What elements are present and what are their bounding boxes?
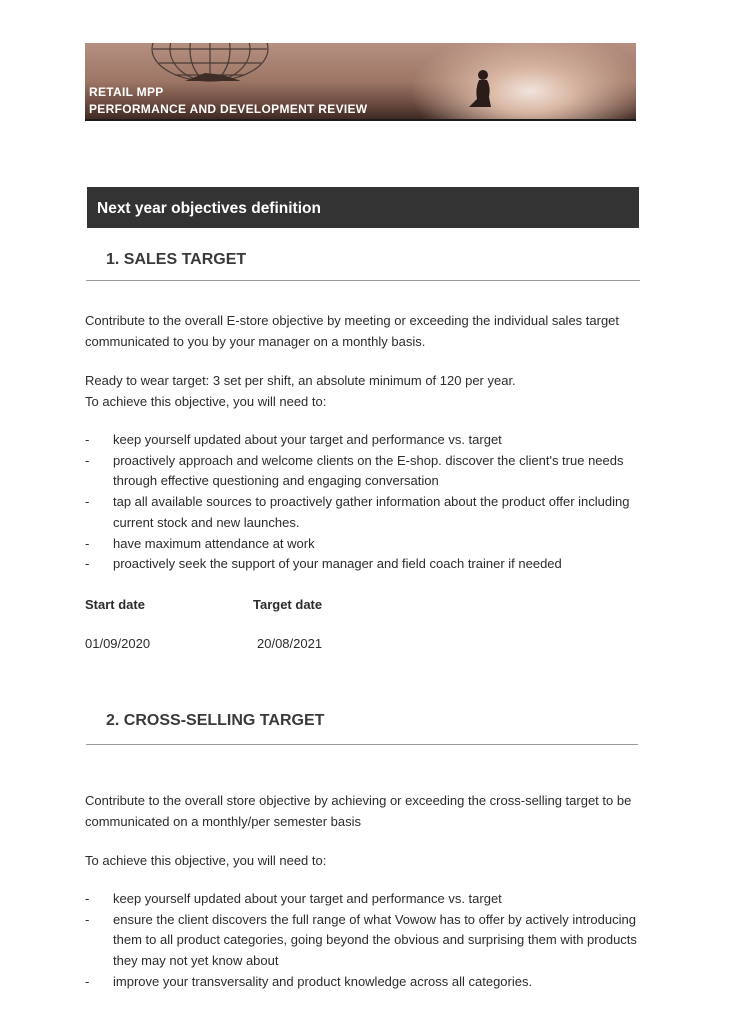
bullet-dash: - <box>85 452 90 468</box>
header-banner <box>85 43 636 121</box>
objective-2-divider <box>86 744 638 745</box>
list-item: - proactively approach and welcome clients on the E-shop. discover the client's true needs through effective questioning and engaging conversation <box>85 452 624 489</box>
objective-2-heading: 2. CROSS-SELLING TARGET <box>106 712 325 729</box>
list-item: - proactively seek the support of your manager and field coach trainer if needed <box>85 554 645 575</box>
objective-1-heading: 1. SALES TARGET <box>106 251 247 268</box>
bullet-dash: - <box>85 891 90 906</box>
list-item: - keep yourself updated about your target and performance vs. target <box>85 430 645 451</box>
list-item: - have maximum attendance at work <box>85 534 645 555</box>
list-item: - improve your transversality and product knowledge across all categories. <box>85 972 645 993</box>
list-item: - ensure the client discovers the full range of what Vowow has to offer by actively introducing them to all product categories, going beyond the obvious and surprising them with products they may not yet know about <box>85 911 637 969</box>
banner-subtitle: PERFORMANCE AND DEVELOPMENT REVIEW <box>89 102 368 116</box>
objective-1-achieve-line: To achieve this objective, you will need to: <box>85 394 327 409</box>
objective-1-intro: Contribute to the overall E-store objective by meeting or exceeding the individual sales target communicated to you by your manager on a monthly basis. <box>85 313 620 349</box>
target-date-label: Target date <box>253 597 323 612</box>
target-date-value: 20/08/2021 <box>257 636 323 651</box>
globe-sculpture-icon <box>145 43 275 89</box>
bullet-dash: - <box>85 432 90 447</box>
objective-1-bullet-list <box>85 430 645 575</box>
objective-2-bullet-list <box>85 889 645 993</box>
seated-figure-icon <box>461 67 501 117</box>
section-title-bar: Next year objectives definition <box>87 187 639 228</box>
banner-title: RETAIL MPP <box>89 85 164 99</box>
objective-1-target-line: Ready to wear target: 3 set per shift, an absolute minimum of 120 per year. <box>85 373 516 388</box>
bullet-dash: - <box>85 494 90 510</box>
list-item: - keep yourself updated about your target and performance vs. target <box>85 889 645 910</box>
bullet-dash: - <box>85 911 90 927</box>
bullet-dash: - <box>85 535 90 551</box>
objective-1-divider <box>86 280 640 281</box>
list-item: - tap all available sources to proactively gather information about the product offer including current stock and new launches. <box>85 494 630 530</box>
objective-2-intro: Contribute to the overall store objective by achieving or exceeding the cross-selling target to be communicated on a monthly/per semester basis <box>85 793 632 829</box>
objective-2-achieve-line: To achieve this objective, you will need to: <box>85 853 327 868</box>
bullet-dash: - <box>85 973 90 989</box>
start-date-label: Start date <box>85 597 145 612</box>
start-date-value: 01/09/2020 <box>85 636 151 651</box>
bullet-dash: - <box>85 556 90 572</box>
